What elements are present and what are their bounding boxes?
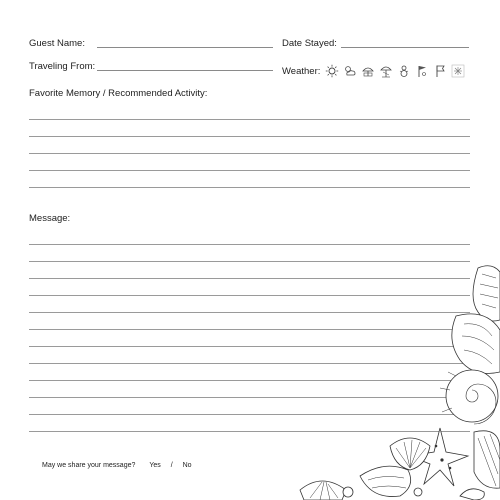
traveling-from-line[interactable] bbox=[97, 70, 273, 71]
traveling-from-label: Traveling From: bbox=[29, 61, 96, 72]
share-no-option[interactable]: No bbox=[182, 462, 192, 469]
sun-icon[interactable] bbox=[325, 64, 339, 78]
wind-flag-icon[interactable] bbox=[415, 64, 429, 78]
weather-label: Weather: bbox=[282, 66, 321, 77]
date-stayed-line[interactable] bbox=[341, 47, 469, 48]
favorite-line[interactable] bbox=[29, 153, 470, 154]
weather-icon-row bbox=[325, 64, 465, 78]
snowman-icon[interactable] bbox=[397, 64, 411, 78]
partly-cloudy-icon[interactable] bbox=[343, 64, 357, 78]
message-line[interactable] bbox=[29, 244, 470, 245]
favorite-line[interactable] bbox=[29, 119, 470, 120]
frost-icon[interactable] bbox=[451, 64, 465, 78]
message-label: Message: bbox=[29, 213, 71, 224]
flag-icon[interactable] bbox=[433, 64, 447, 78]
guest-name-label: Guest Name: bbox=[29, 38, 85, 49]
guest-name-line[interactable] bbox=[97, 47, 273, 48]
favorite-line[interactable] bbox=[29, 187, 470, 188]
share-question-text: May we share your message? bbox=[42, 462, 136, 469]
option-separator: / bbox=[170, 462, 173, 469]
beach-umbrella-icon[interactable] bbox=[379, 64, 393, 78]
favorite-line[interactable] bbox=[29, 170, 470, 171]
favorite-line[interactable] bbox=[29, 136, 470, 137]
share-yes-option[interactable]: Yes bbox=[149, 462, 161, 469]
favorite-memory-label: Favorite Memory / Recommended Activity: bbox=[29, 88, 208, 99]
date-stayed-label: Date Stayed: bbox=[282, 38, 337, 49]
seashell-illustration bbox=[260, 260, 500, 500]
rain-umbrella-icon[interactable] bbox=[361, 64, 375, 78]
share-question bbox=[42, 462, 192, 469]
